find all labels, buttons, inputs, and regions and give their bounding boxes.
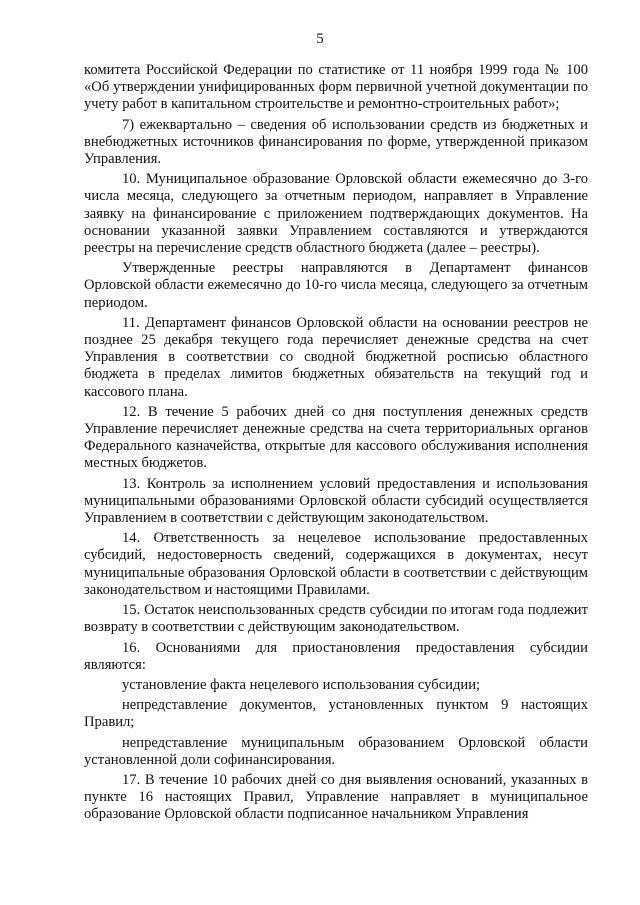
paragraph-16: 16. Основаниями для приостановления предоставления субсидии являются:: [84, 639, 588, 673]
paragraph-13: 13. Контроль за исполнением условий предоставления и использования муниципальными образованиями Орловской области субсидий осуществляется Управлением в соответствии с действующим законодательством.: [84, 475, 588, 527]
paragraph-item-7: 7) ежеквартально – сведения об использовании средств из бюджетных и внебюджетных источников финансирования по форме, утвержденной приказом Управления.: [84, 116, 588, 168]
paragraph-10: 10. Муниципальное образование Орловской области ежемесячно до 3-го числа месяца, следующего за отчетным периодом, направляет в Управление заявку на финансирование с приложением подтверждающих документов. На основании указанной заявки Управлением составляются и утверждаются реестры на перечисление средств областного бюджета (далее – реестры).: [84, 171, 588, 257]
paragraph-17: 17. В течение 10 рабочих дней со дня выявления оснований, указанных в пункте 16 настоящих Правил, Управление направляет в муниципальное образование Орловской области подписанное начальником Управления: [84, 771, 588, 823]
paragraph-16-ground-2: непредставление документов, установленных пунктом 9 настоящих Правил;: [84, 697, 588, 731]
paragraph-continuation: комитета Российской Федерации по статистике от 11 ноября 1999 года № 100 «Об утверждении унифицированных форм первичной учетной документации по учету работ в капитальном строительстве и ремонтно-строительных работ»;: [84, 62, 588, 113]
page-number: 5: [316, 31, 324, 47]
paragraph-12: 12. В течение 5 рабочих дней со дня поступления денежных средств Управление перечисляет денежные средства на счета территориальных органов Федерального казначейства, открытые для кассового обслуживания исполнения местных бюджетов.: [84, 403, 588, 472]
paragraph-16-ground-3: непредставление муниципальным образованием Орловской области установленной доли софинансирования.: [84, 734, 588, 768]
paragraph-11: 11. Департамент финансов Орловской области на основании реестров не позднее 25 декабря текущего года перечисляет денежные средства на счет Управления в соответствии со сводной бюджетной росписью областного бюджета в пределах лимитов бюджетных обязательств на текущий год и кассового плана.: [84, 314, 588, 400]
paragraph-15: 15. Остаток неиспользованных средств субсидии по итогам года подлежит возврату в соответствии с действующим законодательством.: [84, 602, 588, 636]
paragraph-16-ground-1: установление факта нецелевого использования субсидии;: [122, 676, 481, 693]
document-body: [84, 62, 588, 827]
paragraph-14: 14. Ответственность за нецелевое использование предоставленных субсидий, недостоверность сведений, содержащихся в документах, несут муниципальные образования Орловской области в соответствии с действующим законодательством и настоящими Правилами.: [84, 530, 588, 598]
paragraph-10-registries: Утвержденные реестры направляются в Департамент финансов Орловской области ежемесячно до 10-го числа месяца, следующего за отчетным периодом.: [84, 260, 588, 311]
